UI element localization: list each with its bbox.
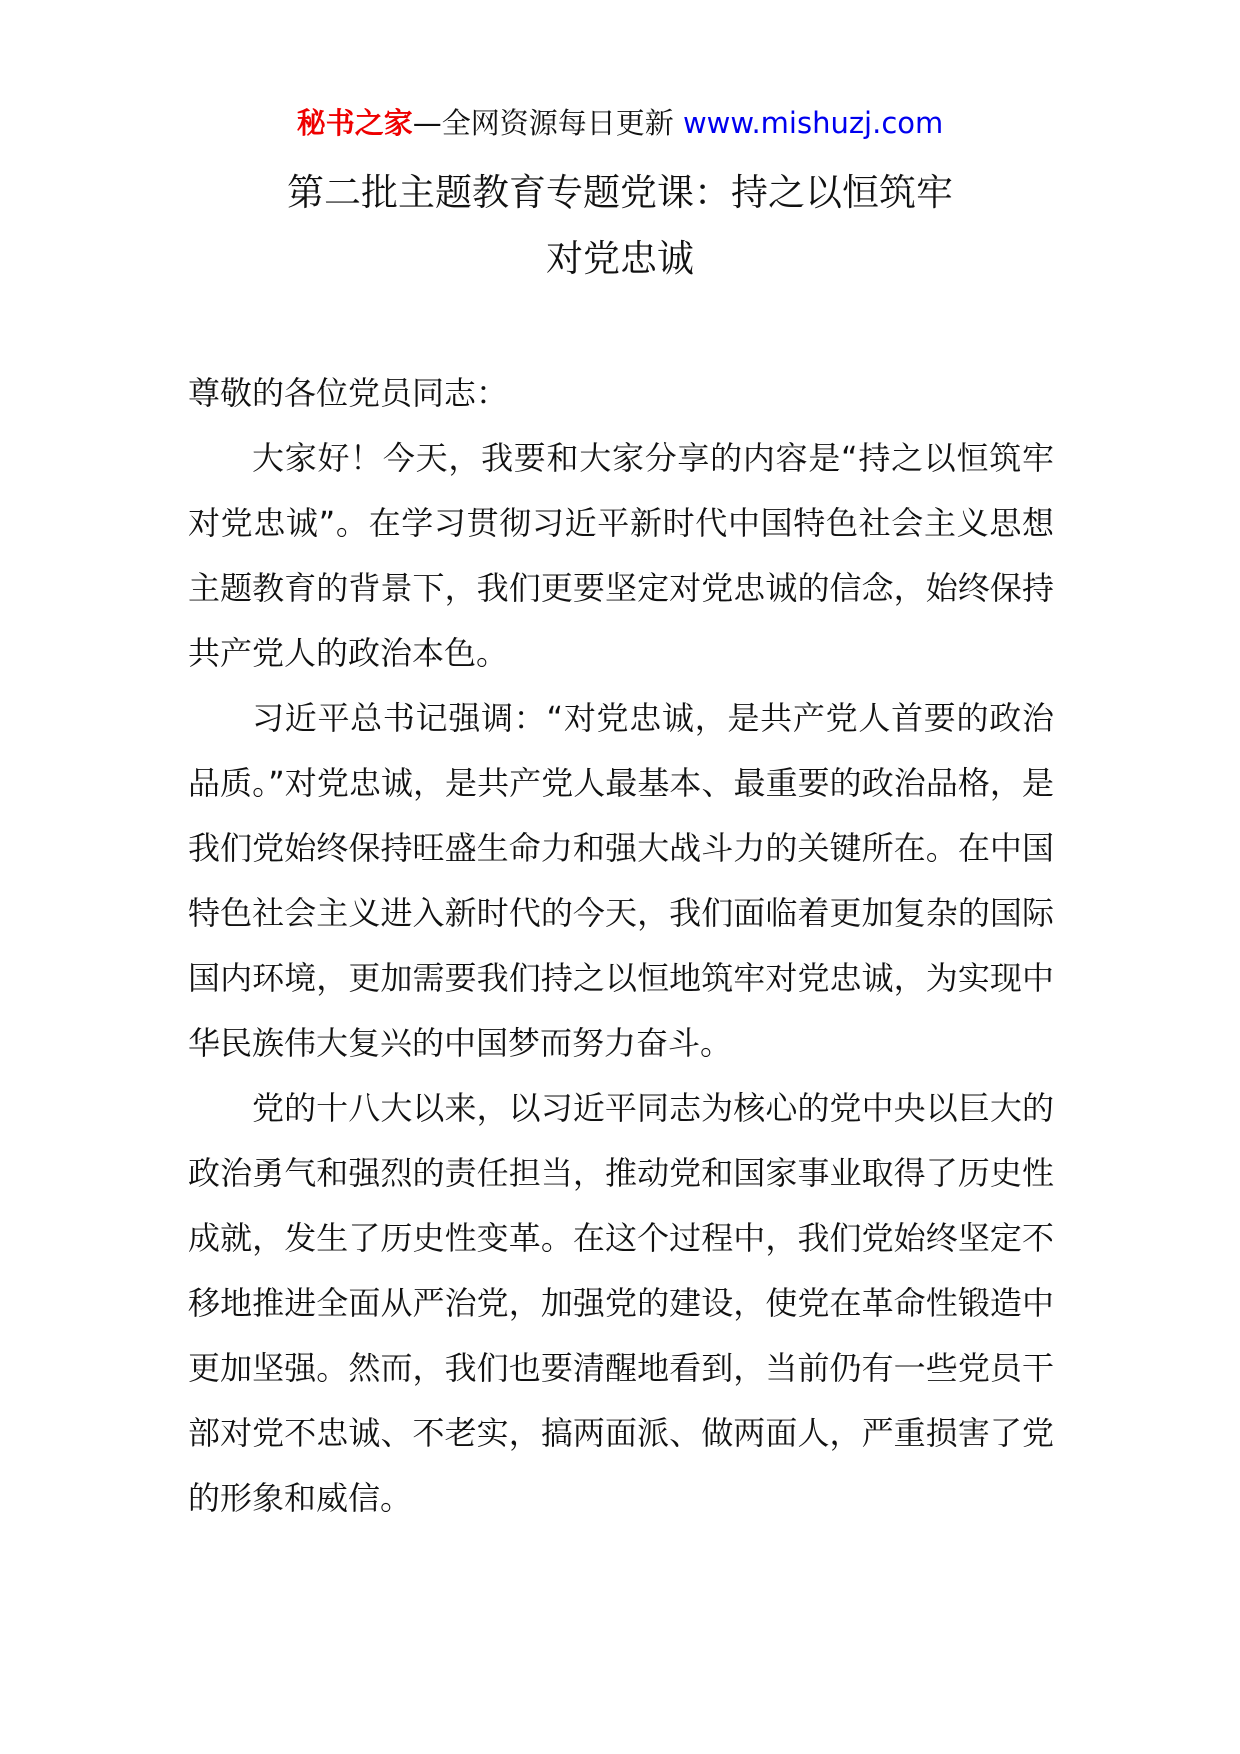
document-title-line-2: 对党忠诚 (546, 237, 694, 280)
site-url-link[interactable]: www.mishuzj.com (682, 106, 944, 140)
body-paragraph-2: 习近平总书记强调：“对党忠诚，是共产党人首要的政治品质。”对党忠诚，是共产党人最基本、最重要的政治品格，是我们党始终保持旺盛生命力和强大战斗力的关键所在。在中国特色社会主义进入新时代的今天，我们面临着更加复杂的国际国内环境，更加需要我们持之以恒地筑牢对党忠诚，为实现中华民族伟大复兴的中国梦而努力奋斗。 (188, 699, 1054, 1062)
site-header (0, 103, 1240, 143)
document-body (188, 361, 1054, 1531)
salutation: 尊敬的各位党员同志： (188, 374, 509, 412)
site-tagline: —全网资源每日更新 (412, 106, 674, 140)
body-paragraph-3: 党的十八大以来，以习近平同志为核心的党中央以巨大的政治勇气和强烈的责任担当，推动党和国家事业取得了历史性成就，发生了历史性变革。在这个过程中，我们党始终坚定不移地推进全面从严治党，加强党的建设，使党在革命性锻造中更加坚强。然而，我们也要清醒地看到，当前仍有一些党员干部对党不忠诚、不老实，搞两面派、做两面人，严重损害了党的形象和威信。 (188, 1089, 1054, 1517)
document-title-line-1: 第二批主题教育专题党课：持之以恒筑牢 (287, 171, 953, 214)
site-name: 秘书之家 (296, 106, 413, 140)
body-paragraph-1: 大家好！今天，我要和大家分享的内容是“持之以恒筑牢对党忠诚”。在学习贯彻习近平新时代中国特色社会主义思想主题教育的背景下，我们更要坚定对党忠诚的信念，始终保持共产党人的政治本色。 (188, 439, 1054, 672)
